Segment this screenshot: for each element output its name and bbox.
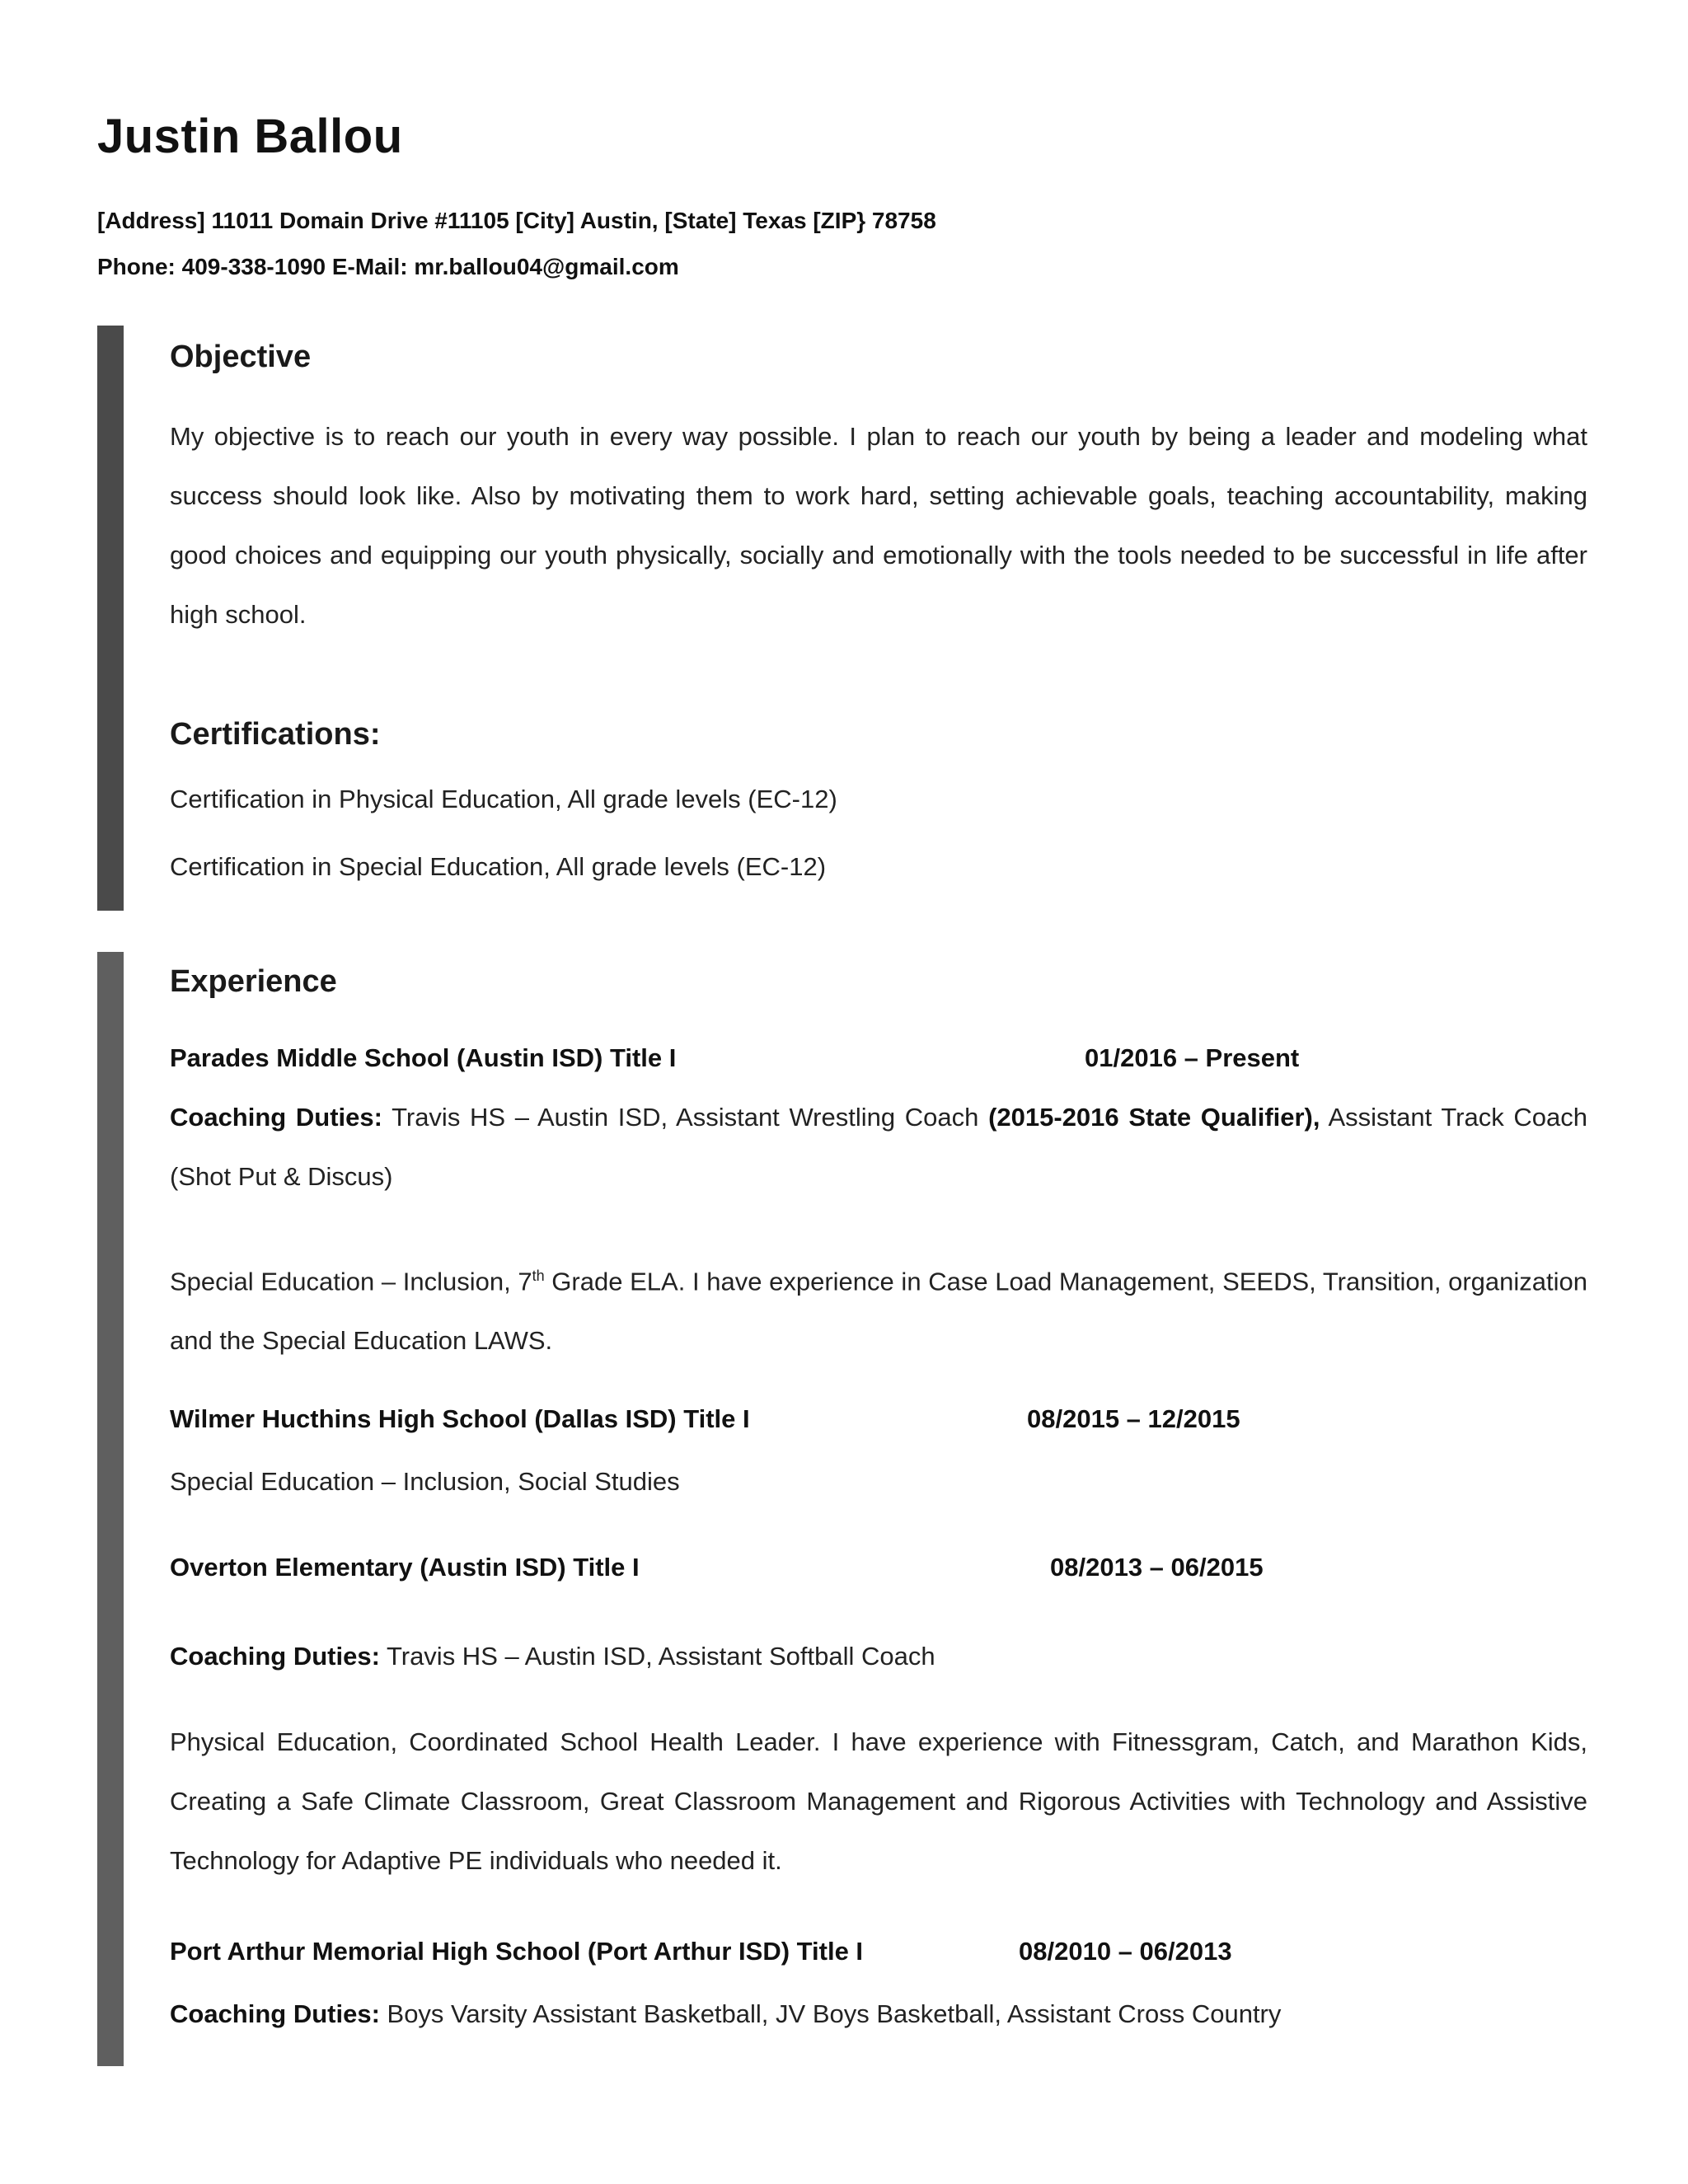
coaching-text: Assistant Track Coach (Shot Put & Discus) bbox=[170, 1103, 1587, 1191]
coaching-label: Coaching Duties: bbox=[170, 1999, 380, 2028]
job-employer: Wilmer Hucthins High School (Dallas ISD) Title I bbox=[170, 1404, 750, 1433]
job-coaching-duties bbox=[170, 1999, 1281, 2029]
job-coaching-duties bbox=[170, 1088, 1587, 1207]
objective-section-bar bbox=[97, 326, 124, 911]
job-dates: 08/2015 – 12/2015 bbox=[1027, 1404, 1240, 1433]
job-description: Special Education – Inclusion, Social Studies bbox=[170, 1467, 680, 1496]
job-employer: Parades Middle School (Austin ISD) Title I bbox=[170, 1043, 677, 1072]
coaching-text: Travis HS – Austin ISD, Assistant Wrestling Coach bbox=[382, 1103, 989, 1132]
job-coaching-duties bbox=[170, 1642, 935, 1671]
experience-section-bar bbox=[97, 952, 124, 2066]
coaching-label: Coaching Duties: bbox=[170, 1642, 380, 1671]
certification-item: Certification in Special Education, All grade levels (EC-12) bbox=[170, 852, 827, 881]
resume-name: Justin Ballou bbox=[97, 110, 403, 163]
certification-item: Certification in Physical Education, All grade levels (EC-12) bbox=[170, 785, 837, 813]
objective-text: My objective is to reach our youth in every way possible. I plan to reach our youth by being a leader and modeling what success should look like. Also by motivating them to work hard, setting achievable goals, teaching accountability, making good choices and equipping our youth physically, socially and emotionally with the tools needed to be successful in life after high school. bbox=[170, 422, 1587, 629]
job-dates: 08/2013 – 06/2015 bbox=[1050, 1553, 1264, 1582]
coaching-label: Coaching Duties: bbox=[170, 1103, 382, 1132]
coaching-text: Travis HS – Austin ISD, Assistant Softball Coach bbox=[379, 1642, 935, 1671]
address-line: [Address] 11011 Domain Drive #11105 [City] Austin, [State] Texas [ZIP} 78758 bbox=[97, 208, 936, 233]
job-employer: Port Arthur Memorial High School (Port Arthur ISD) Title I bbox=[170, 1937, 864, 1966]
job-dates: 08/2010 – 06/2013 bbox=[1019, 1937, 1232, 1966]
job-description: Physical Education, Coordinated School Health Leader. I have experience with Fitnessgram, Catch, and Marathon Kids, Creating a Safe Climate Classroom, Great Classroom Management and Rigorous Activities with Technology and Assistive Technology for Adaptive PE individuals who needed it. bbox=[170, 1727, 1587, 1875]
objective-title: Objective bbox=[170, 340, 312, 374]
phone-email-line: Phone: 409-338-1090 E-Mail: mr.ballou04@gmail.com bbox=[97, 254, 679, 279]
job-dates: 01/2016 – Present bbox=[1085, 1043, 1300, 1072]
job-employer: Overton Elementary (Austin ISD) Title I bbox=[170, 1553, 640, 1582]
experience-title: Experience bbox=[170, 964, 337, 999]
coaching-text: Boys Varsity Assistant Basketball, JV Boys Basketball, Assistant Cross Country bbox=[379, 1999, 1282, 2028]
certifications-title: Certifications: bbox=[170, 717, 381, 752]
job-description: Special Education – Inclusion, 7th Grade ELA. I have experience in Case Load Management, SEEDS, Transition, organization and the Special Education LAWS. bbox=[170, 1267, 1587, 1356]
coaching-highlight: (2015-2016 State Qualifier), bbox=[988, 1103, 1320, 1132]
